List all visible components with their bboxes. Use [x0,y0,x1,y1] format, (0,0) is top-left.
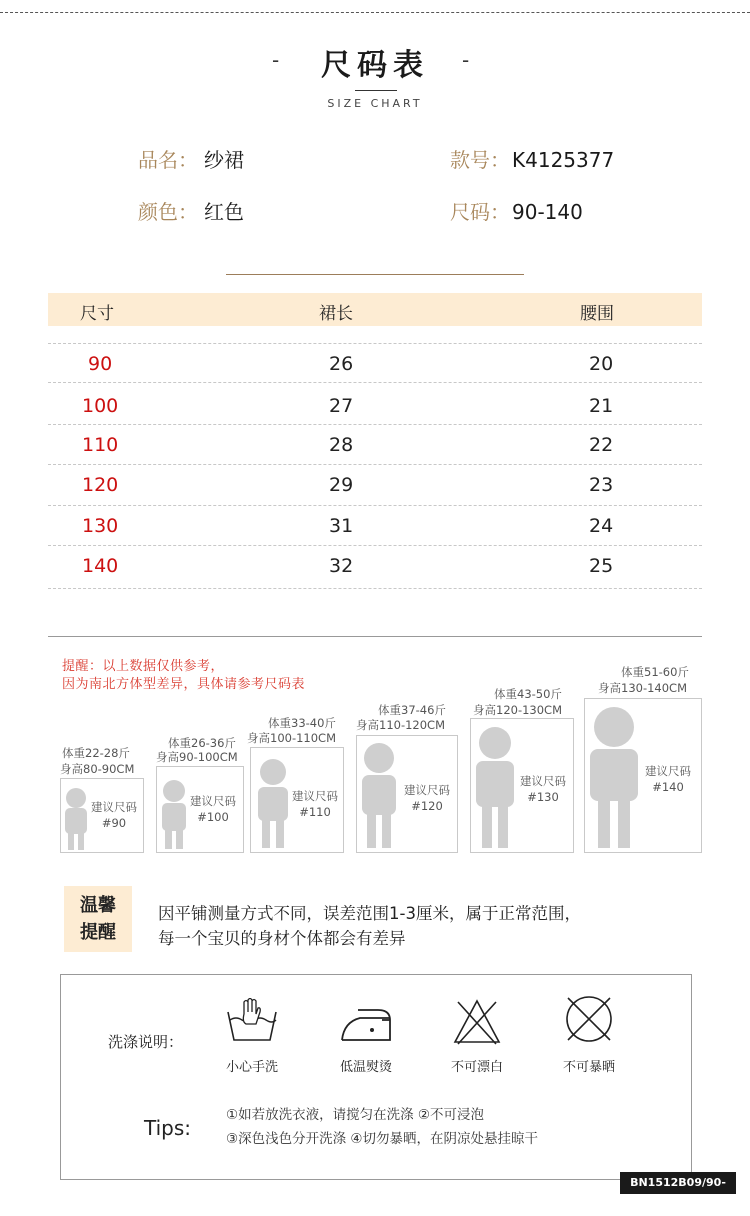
color-label: 颜色： [138,200,198,224]
size-range-label: 尺码： [450,200,510,224]
child-silhouette-icon [587,703,641,850]
top-dashed-border [0,12,750,13]
suggest-size: #100 [197,810,229,824]
info-divider [226,274,524,275]
size-range-value: 90-140 [512,200,583,224]
section-divider [48,636,702,637]
kid-height: 身高130-140CM [598,681,688,695]
table-cell-length: 26 [329,353,354,375]
table-cell-waist: 20 [589,353,614,375]
page-header [0,40,750,84]
table-cell-length: 32 [329,555,354,577]
style-number-label: 款号： [450,148,510,172]
table-cell-waist: 25 [589,555,614,577]
hand-wash-caption: 小心手洗 [225,1060,278,1075]
kid-weight: 体重43-50斤 [494,687,562,701]
kid-height: 身高90-100CM [156,750,238,764]
table-cell-length: 27 [329,395,354,417]
suggest-label: 建议尺码 [645,764,691,778]
no-sun-dry-icon [564,994,614,1044]
page-subtitle: SIZE CHART [327,97,423,110]
warm-tip-text-line1: 因平铺测量方式不同，误差范围1-3厘米，属于正常范围， [158,904,581,923]
suggest-size: #110 [299,805,331,819]
header-waist: 腰围 [580,304,614,324]
row-divider [48,545,702,546]
size-box-100 [156,766,244,853]
warm-tip-badge [64,886,132,952]
warm-tip-text-line2: 每一个宝贝的身材个体都会有差异 [158,929,406,948]
table-cell-size: 130 [82,515,119,537]
page-title: 尺码表 [321,48,429,83]
suggest-size: #130 [527,790,559,804]
table-cell-waist: 24 [589,515,614,537]
no-bleach-icon [452,998,502,1046]
child-silhouette-icon [255,756,291,850]
warm-tip-badge-line2: 提醒 [80,922,116,943]
kid-weight: 体重33-40斤 [268,716,336,730]
color-value: 红色 [204,200,244,224]
low-iron-icon [338,1006,394,1044]
table-cell-waist: 23 [589,474,614,496]
kid-weight: 体重51-60斤 [621,665,689,679]
size-box-130 [470,718,574,853]
header-length: 裙长 [319,304,353,324]
kid-weight: 体重26-36斤 [168,736,236,750]
table-cell-size: 110 [82,434,119,456]
kid-weight: 体重22-28斤 [62,746,130,760]
header-size: 尺寸 [80,304,114,324]
table-cell-size: 100 [82,395,119,417]
reference-note-line2: 因为南北方体型差异，具体请参考尺码表 [62,677,306,692]
kid-height: 身高120-130CM [473,703,563,717]
kid-height: 身高80-90CM [60,762,135,776]
style-number-value: K4125377 [512,148,615,172]
table-cell-size: 120 [82,474,119,496]
suggest-size: #140 [652,780,684,794]
reference-note-line1: 提醒：以上数据仅供参考， [62,659,225,674]
style-number-field [450,144,614,173]
table-cell-size: 140 [82,555,119,577]
no-sun-dry-caption: 不可暴晒 [562,1060,615,1075]
table-cell-size: 90 [88,353,113,375]
tips-line2: ③深色浅色分开洗涤 ④切勿暴晒，在阴凉处悬挂晾干 [226,1131,538,1147]
suggest-label: 建议尺码 [520,774,566,788]
suggest-label: 建议尺码 [91,800,137,814]
suggest-label: 建议尺码 [292,789,338,803]
tips-label: Tips: [144,1116,192,1140]
size-box-140 [584,698,702,853]
kid-weight: 体重37-46斤 [378,703,446,717]
row-divider [48,343,702,344]
table-cell-length: 29 [329,474,354,496]
kid-height: 身高110-120CM [356,718,446,732]
low-iron-caption: 低温熨烫 [339,1060,392,1075]
product-name-value: 纱裙 [204,148,244,172]
table-cell-length: 31 [329,515,354,537]
title-dash-right: - [462,48,470,72]
row-divider [48,424,702,425]
color-field [138,196,244,225]
size-box-120 [356,735,458,853]
suggest-size: #90 [101,816,127,830]
table-cell-waist: 21 [589,395,614,417]
suggest-label: 建议尺码 [190,794,236,808]
no-bleach-caption: 不可漂白 [450,1060,503,1075]
product-name-label: 品名： [138,148,198,172]
product-name-field [138,144,244,173]
suggest-size: #120 [411,799,443,813]
title-dash-left: - [272,48,280,72]
row-divider [48,382,702,383]
table-cell-waist: 22 [589,434,614,456]
child-silhouette-icon [359,740,399,850]
warm-tip-badge-line1: 温馨 [80,895,116,916]
wash-label: 洗涤说明： [108,1033,184,1051]
size-box-90 [60,778,144,853]
kid-height: 身高100-110CM [247,731,337,745]
child-silhouette-icon [473,723,517,850]
row-divider [48,464,702,465]
row-divider [48,505,702,506]
row-divider [48,588,702,589]
product-code-tag: BN1512B09/90-140 [620,1172,736,1194]
hand-wash-icon [224,998,280,1044]
tips-line1: ①如若放洗衣液，请搅匀在洗涤 ②不可浸泡 [226,1107,484,1123]
size-box-110 [250,747,344,853]
suggest-label: 建议尺码 [404,783,450,797]
size-range-field [450,196,583,225]
title-underline [355,90,397,91]
table-header [48,293,702,326]
table-cell-length: 28 [329,434,354,456]
